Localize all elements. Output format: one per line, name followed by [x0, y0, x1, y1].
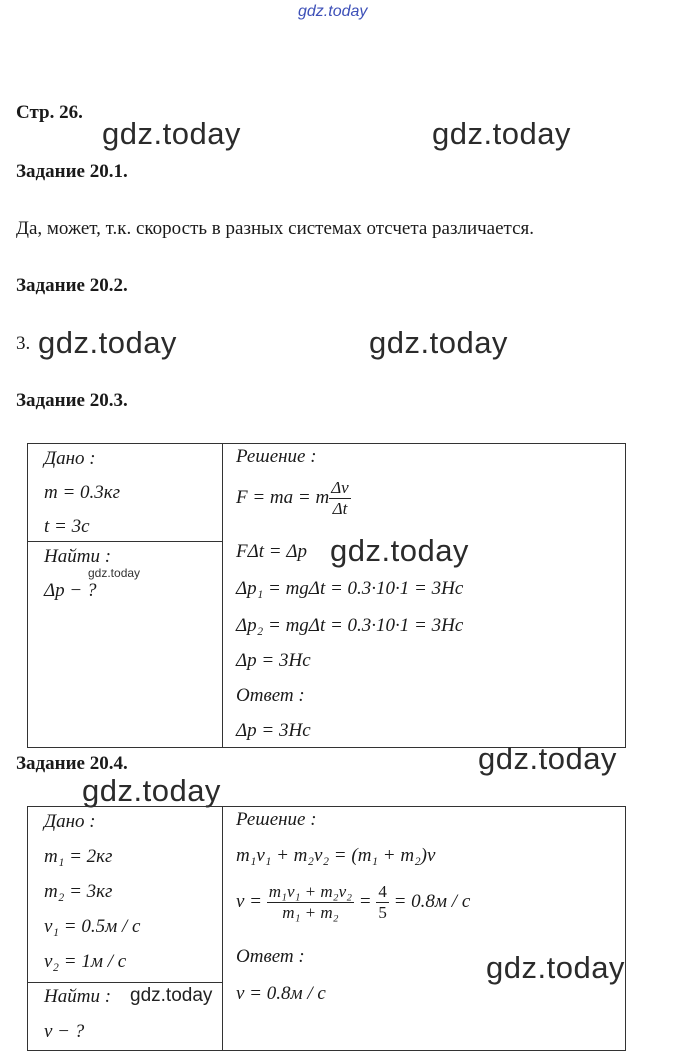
task-heading: Задание 20.3. [16, 390, 128, 411]
formula-denominator: m₁ + m₂ [282, 903, 339, 923]
watermark: gdz.today [486, 950, 625, 985]
watermark-top: gdz.today [298, 3, 368, 20]
formula-numerator: Δv [331, 478, 349, 498]
formula-result: = 0.8м / с [393, 891, 471, 912]
given-value: t = 3c [44, 516, 90, 537]
answer-value: v = 0.8м / с [236, 983, 326, 1004]
formula-newton [236, 478, 351, 519]
watermark: gdz.today [88, 566, 141, 580]
solution-label: Решение : [236, 446, 317, 467]
watermark: gdz.today [432, 116, 571, 151]
table-divider [222, 443, 223, 748]
find-label: Найти : [44, 546, 112, 567]
formula-velocity [236, 882, 470, 923]
watermark: gdz.today [369, 325, 508, 360]
table-divider [222, 806, 223, 1051]
watermark: gdz.today [38, 325, 177, 360]
task-answer: 3. [16, 333, 31, 354]
formula-line: Δp₁ = mgΔt = 0.3·10·1 = 3Hc [236, 578, 464, 599]
watermark: gdz.today [478, 741, 617, 776]
formula-line: m₁v₁ + m₂v₂ = (m₁ + m₂)v [236, 845, 436, 866]
task-heading: Задание 20.2. [16, 275, 128, 296]
formula-denominator: 5 [378, 903, 387, 923]
formula-line: Δp₂ = mgΔt = 0.3·10·1 = 3Hc [236, 615, 464, 636]
formula-numerator: m₁v₁ + m₂v₂ [268, 882, 353, 902]
page-title: Стр. 26. [16, 102, 83, 123]
formula-equals: = [358, 891, 372, 912]
find-value: v − ? [44, 1021, 85, 1042]
answer-value: Δp = 3Hc [236, 720, 311, 741]
watermark: gdz.today [102, 116, 241, 151]
given-value: m₂ = 3кг [44, 881, 113, 902]
given-label: Дано : [44, 448, 96, 469]
formula-lhs: v = [236, 891, 263, 912]
given-value: v₁ = 0.5м / с [44, 916, 141, 937]
answer-label: Ответ : [236, 946, 305, 967]
watermark: gdz.today [82, 773, 221, 808]
table-divider [27, 982, 223, 983]
task-heading: Задание 20.1. [16, 161, 128, 182]
formula-denominator: Δt [332, 499, 348, 519]
formula-line: FΔt = Δp [236, 541, 308, 562]
table-divider [27, 541, 223, 542]
answer-label: Ответ : [236, 685, 305, 706]
formula-line: Δp = 3Hc [236, 650, 311, 671]
given-label: Дано : [44, 811, 96, 832]
given-value: m = 0.3кг [44, 482, 121, 503]
find-value: Δp − ? [44, 580, 97, 601]
watermark: gdz.today [330, 533, 469, 568]
find-label: Найти : [44, 986, 112, 1007]
task-heading: Задание 20.4. [16, 753, 128, 774]
task-answer: Да, может, т.к. скорость в разных системах отсчета различается. [16, 218, 535, 239]
formula-lhs: F = ma = m [236, 487, 330, 508]
given-value: v₂ = 1м / с [44, 951, 127, 972]
given-value: m₁ = 2кг [44, 846, 113, 867]
formula-numerator: 4 [378, 882, 387, 902]
watermark: gdz.today [130, 985, 213, 1006]
solution-label: Решение : [236, 809, 317, 830]
